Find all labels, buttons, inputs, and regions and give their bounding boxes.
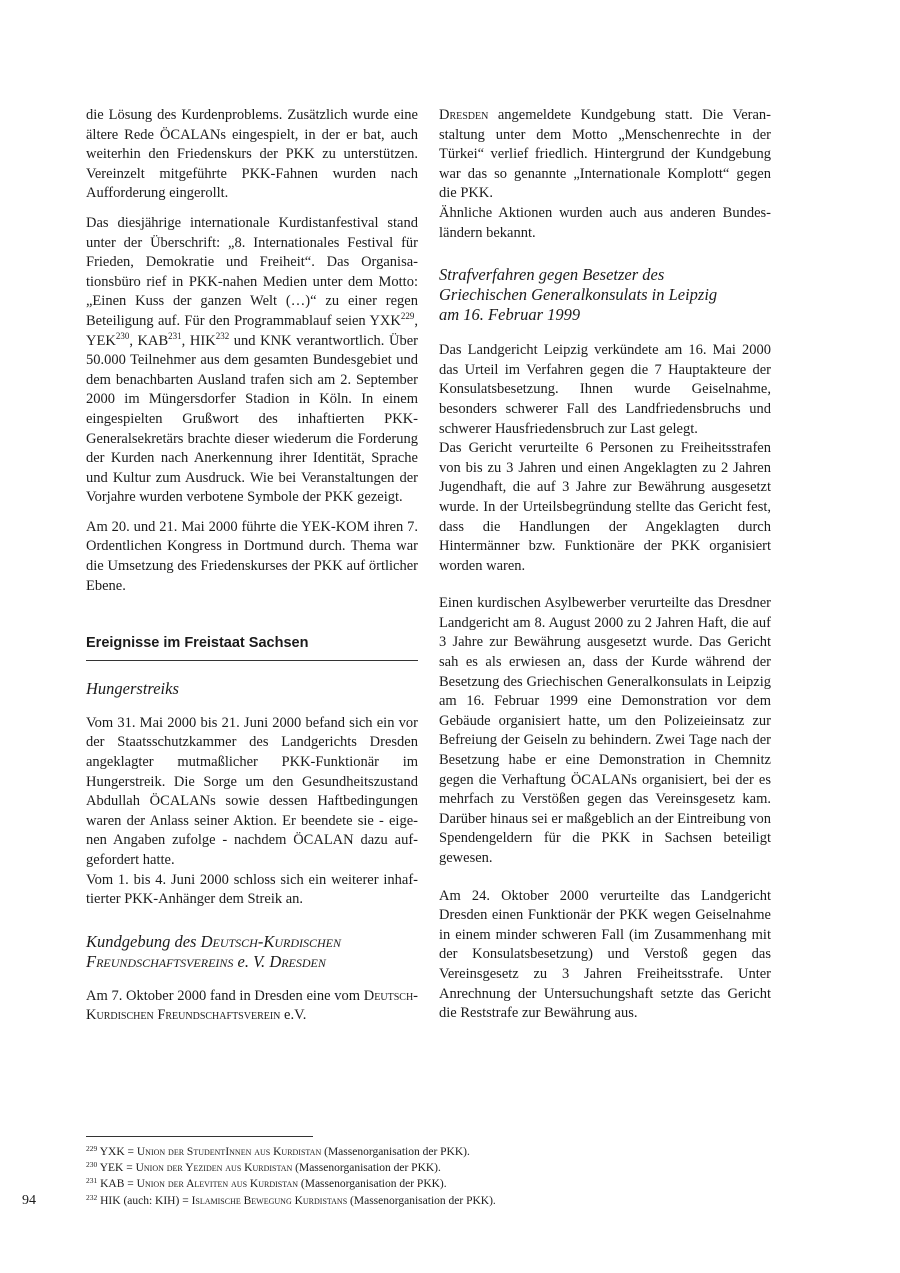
- paragraph: Einen kurdischen Asylbewerber verurteilte das Dresdner Landgericht am 8. August 2000 zu 2 Jahren Haft, die auf 3 Jahre zur Bewährung ausgesetzt wurde. Das Gericht sah es als erwiesen an, dass der Kurde während der Besetzung des Griechischen Generalkonsulats in Leipzig am 16. Februar 1999 eine Demonstration vor dem Gebäude organisiert hatte, um den Polizeieinsatz zur Befreiung der Geiseln zu behindern. Zwei Tage nach der Besetzung habe er eine Demonstration in Chemnitz gegen die Verhaftung ÖCALANs organisiert, bei der es mehrfach zu Verstößen gegen das Vereinsgesetz kam. Darüber hinaus sei er maßgeblich an der Eintreibung von Spendengeldern für die PKK in Sachsen beteiligt gewesen.: [439, 595, 771, 866]
- text-run: YEK: [99, 1162, 124, 1175]
- paragraph: Am 20. und 21. Mai 2000 führte die YEK-KOM ihren 7. Ordentlichen Kongress in Dortmund durch. Thema war die Umsetzung des Friedenskurses der PKK auf örtlicher Ebene.: [86, 518, 418, 594]
- footnote-number: 230: [86, 1160, 98, 1170]
- paragraph: Das Landgericht Leipzig verkündete am 16. Mai 2000 das Urteil im Verfahren gegen die 7 Hauptakteure der Konsulatsbesetzung. Ihnen wurde Geiselnahme, besonders schwerer Fall des Landfriedensbruchs und schwerer Hausfriedensbruch zur Last gelegt.: [439, 342, 771, 437]
- footnote-231: [86, 1176, 706, 1192]
- text-run: YXK: [99, 1146, 125, 1158]
- text-run: =: [123, 1162, 136, 1175]
- footnote-232: [86, 1193, 706, 1209]
- text-run: Strafverfahren gegen Besetzer des: [439, 265, 665, 285]
- footnotes: [86, 1144, 706, 1209]
- footnote-number: 231: [86, 1176, 98, 1186]
- text-run: (Massenorganisation der PKK).: [321, 1146, 470, 1158]
- text-run: Dresden: [269, 951, 326, 971]
- left-column: [86, 106, 418, 1026]
- text-run: und KNK verantwortlich. Über 50.000 Teilnehmer aus dem gesamten Bundesgebiet und dem benachbarten Ausland trafen sich am 2. September 2000 im Müngersdorfer Stadion in Köln. In einem eingespielten Grußwort des inhaftierten PKK-Generalsekretärs brachte dieser wiederum die Forderung der Kurden nach Anerkennung ihrer Identität, Sprache und Kultur zum Ausdruck. Wie bei Veranstaltungen der Vorjahre wurden verbotene Symbole der PKK gezeigt.: [86, 332, 418, 506]
- text-run: HIK (auch: KIH): [100, 1194, 180, 1207]
- footnote-ref[interactable]: 232: [215, 330, 230, 341]
- footnote-ref[interactable]: 231: [168, 330, 182, 341]
- text-run: =: [124, 1178, 137, 1191]
- text-run: Deutsch-Kurdischen Freundschaftsvereins: [86, 931, 341, 971]
- text-run: KAB: [100, 1178, 125, 1191]
- text-run: (Massenorganisation der PKK).: [298, 1178, 447, 1191]
- right-column: [439, 106, 771, 1024]
- text-run: Union der StudentInnen aus Kurdistan: [136, 1146, 322, 1158]
- text-run: , KAB: [129, 332, 169, 349]
- footnote-number: 229: [86, 1144, 98, 1153]
- text-run: , HIK: [181, 332, 216, 349]
- text-run: , YEK: [86, 312, 418, 349]
- text-run: e. V.: [233, 951, 270, 971]
- subheading-strafverfahren: [439, 265, 771, 325]
- text-run: angemeldete Kundgebung statt. Die Veranstaltung unter dem Motto „Menschenrechte in der Türkei“ verlief friedlich. Hintergrund der Kundgebung war das so genannte „Internationale Komplott“ gegen die PKK.: [439, 107, 771, 202]
- page-number: 94: [22, 1193, 36, 1208]
- text-run: Am 7. Oktober 2000 fand in Dresden eine vom: [86, 987, 364, 1004]
- paragraph: Am 24. Oktober 2000 verurteilte das Landgericht Dresden einen Funktionär der PKK wegen Geiselnahme in einem minder schweren Fall (im Zusammenhang mit der Konsulatsbesetzung) und Verstoß gegen das Vereinsgesetz zu 3 Jahren Freiheitsstrafe. Unter Anrechnung der Untersuchungshaft setzte das Gericht die Reststrafe zur Bewährung aus.: [439, 887, 771, 1022]
- text-run: e.V.: [280, 1007, 307, 1024]
- text-run: am 16. Februar 1999: [439, 305, 581, 325]
- paragraph: Vom 1. bis 4. Juni 2000 schloss sich ein weiterer inhaftierter PKK-Anhänger dem Streik an.: [86, 871, 418, 908]
- text-run: Dresden: [439, 107, 489, 123]
- text-run: (Massenorganisation der PKK).: [292, 1162, 441, 1175]
- text-run: (Massenorganisation der PKK).: [347, 1194, 496, 1207]
- subheading-kundgebung: [86, 932, 418, 972]
- text-run: Deutsch-Kurdischen Freundschaftsverein: [86, 987, 418, 1024]
- footnote-230: [86, 1160, 706, 1176]
- text-run: =: [179, 1194, 192, 1207]
- text-run: =: [124, 1146, 137, 1158]
- text-run: Islamische Bewegung Kurdistans: [191, 1194, 348, 1207]
- paragraph: Vom 31. Mai 2000 bis 21. Juni 2000 befand sich ein vor der Staatsschutzkammer des Landgerichts Dresden angeklagter mutmaßlicher PKK-Funktionär im Hungerstreik. Die Sorge um den Gesundheitszustand Abdullah ÖCALANs sowie dessen Haftbedingungen waren der Anlass seiner Aktion. Er beendete sie - eigenen Angaben zufolge - nachdem ÖCALAN dazu aufgefordert hatte.: [86, 714, 418, 868]
- text-run: Kundgebung des: [86, 931, 201, 951]
- paragraph: Ähnliche Aktionen wurden auch aus anderen Bundesländern bekannt.: [439, 204, 771, 241]
- footnote-divider: [86, 1136, 313, 1137]
- text-run: Das diesjährige internationale Kurdistanfestival stand unter der Überschrift: „8. Internationales Festival für Frieden, Demokratie und Freiheit“. Das Organisationsbüro rief in PKK-nahen Medien unter dem Motto: „Einen Kuss der ganzen Welt (…)“ zu einer regen Beteiligung auf. Für den Programmablauf seien YXK: [86, 214, 418, 329]
- paragraph: [439, 106, 771, 204]
- paragraph: Das Gericht verurteilte 6 Personen zu Freiheitsstrafen von bis zu 3 Jahren und einen Angeklagten zu 2 Jahren Jugendhaft, die auf 3 Jahre zur Bewährung ausgesetzt wurde. In der Urteilsbegründung stellte das Gericht fest, dass die Handlungen der Angeklagten durch Hintermänner bzw. Funktionäre der PKK organisiert worden waren.: [439, 440, 771, 574]
- paragraph: [86, 987, 418, 1026]
- paragraph-festival: [86, 214, 418, 508]
- text-run: Union der Yeziden aus Kurdistan: [135, 1162, 293, 1175]
- section-heading: Ereignisse im Freistaat Sachsen: [86, 634, 418, 661]
- subheading-hungerstreiks: Hungerstreiks: [86, 678, 179, 698]
- footnote-number: 232: [86, 1192, 98, 1202]
- footnote-ref[interactable]: 229: [400, 310, 415, 321]
- text-run: Union der Aleviten aus Kurdistan: [136, 1178, 299, 1191]
- paragraph: die Lösung des Kurdenproblems. Zusätzlich wurde eine ältere Rede ÖCALANs eingespielt, in der er bat, auch weiterhin den Friedenskurs der PKK zu unterstützen. Vereinzelt mitgeführte PKK-Fahnen wurden nach Aufforderung eingerollt.: [86, 107, 418, 202]
- text-run: Griechischen Generalkonsulats in Leipzig: [439, 285, 718, 305]
- footnote-ref[interactable]: 230: [115, 330, 130, 341]
- footnote-229: [86, 1144, 706, 1160]
